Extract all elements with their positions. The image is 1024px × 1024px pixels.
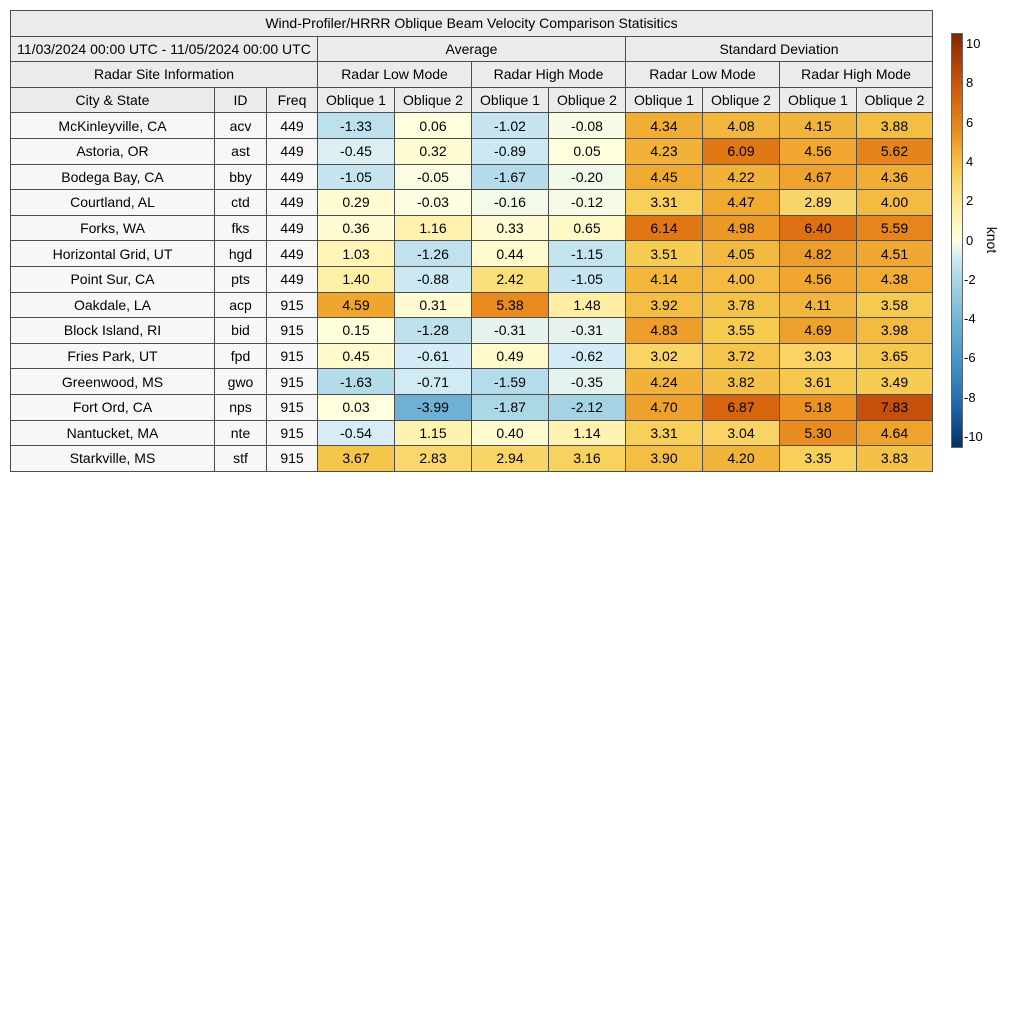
avg-high-oblique1-cell: 2.94 [472,446,549,472]
city-cell: McKinleyville, CA [11,113,215,139]
id-cell: acv [215,113,267,139]
id-cell: gwo [215,369,267,395]
std-high-oblique1-header: Oblique 1 [780,87,857,113]
table-row [11,394,933,420]
city-cell: Greenwood, MS [11,369,215,395]
avg-high-oblique2-cell: 0.65 [549,215,626,241]
std-high-oblique1-cell: 4.11 [780,292,857,318]
std-high-oblique2-cell: 4.38 [857,266,933,292]
avg-high-oblique2-cell: -1.05 [549,266,626,292]
table-row [11,164,933,190]
std-low-oblique1-cell: 3.31 [626,420,703,446]
freq-cell: 449 [267,190,318,216]
city-cell: Block Island, RI [11,318,215,344]
avg-low-oblique1-cell: 0.36 [318,215,395,241]
avg-low-oblique1-cell: 1.40 [318,266,395,292]
std-high-oblique1-cell: 3.35 [780,446,857,472]
std-low-oblique2-cell: 3.55 [703,318,780,344]
avg-high-oblique1-cell: 5.38 [472,292,549,318]
id-cell: ast [215,138,267,164]
std-low-oblique1-cell: 4.45 [626,164,703,190]
id-cell: fpd [215,343,267,369]
std-low-oblique2-cell: 3.04 [703,420,780,446]
avg-low-oblique1-cell: -0.45 [318,138,395,164]
freq-cell: 449 [267,241,318,267]
avg-low-oblique2-cell: -0.03 [395,190,472,216]
std-high-oblique2-cell: 4.00 [857,190,933,216]
std-low-oblique1-cell: 4.70 [626,394,703,420]
avg-low-oblique1-cell: 3.67 [318,446,395,472]
std-low-oblique1-cell: 4.83 [626,318,703,344]
std-low-oblique2-cell: 3.78 [703,292,780,318]
std-high-oblique2-cell: 3.58 [857,292,933,318]
std-low-oblique2-cell: 3.82 [703,369,780,395]
std-high-oblique1-cell: 6.40 [780,215,857,241]
avg-high-oblique1-cell: -0.31 [472,318,549,344]
freq-cell: 449 [267,113,318,139]
colorbar-tick-label: -2 [964,271,976,287]
std-high-oblique2-cell: 3.88 [857,113,933,139]
std-low-oblique1-cell: 3.31 [626,190,703,216]
std-low-oblique1-cell: 3.90 [626,446,703,472]
avg-low-oblique1-cell: 1.03 [318,241,395,267]
stats-table [10,10,933,472]
table-title: Wind-Profiler/HRRR Oblique Beam Velocity Comparison Statisitics [11,11,933,37]
id-cell: nte [215,420,267,446]
avg-low-oblique1-cell: 0.15 [318,318,395,344]
table-row [11,266,933,292]
std-low-oblique2-cell: 6.87 [703,394,780,420]
colorbar-tick-label: -6 [964,350,976,366]
freq-cell: 915 [267,394,318,420]
std-high-oblique1-cell: 4.82 [780,241,857,267]
avg-low-oblique2-cell: 1.16 [395,215,472,241]
std-low-oblique2-cell: 4.08 [703,113,780,139]
avg-high-oblique1-cell: -1.67 [472,164,549,190]
avg-low-oblique2-cell: -1.28 [395,318,472,344]
avg-low-oblique2-cell: -0.88 [395,266,472,292]
avg-low-mode-header: Radar Low Mode [318,62,472,88]
std-low-oblique1-cell: 4.14 [626,266,703,292]
avg-high-oblique2-cell: -0.08 [549,113,626,139]
avg-high-oblique2-cell: -0.31 [549,318,626,344]
avg-low-oblique1-cell: -1.33 [318,113,395,139]
colorbar-tick-label: -8 [964,389,976,405]
std-high-oblique2-cell: 4.64 [857,420,933,446]
freq-cell: 915 [267,420,318,446]
avg-low-oblique1-cell: -1.05 [318,164,395,190]
avg-high-oblique1-cell: 0.33 [472,215,549,241]
avg-low-oblique1-cell: -1.63 [318,369,395,395]
avg-high-oblique2-cell: 0.05 [549,138,626,164]
std-low-oblique2-cell: 4.22 [703,164,780,190]
freq-cell: 449 [267,215,318,241]
avg-low-oblique2-cell: 0.31 [395,292,472,318]
avg-high-oblique1-cell: -0.89 [472,138,549,164]
avg-high-mode-header: Radar High Mode [472,62,626,88]
avg-high-oblique2-cell: 1.14 [549,420,626,446]
freq-cell: 915 [267,343,318,369]
table-row [11,318,933,344]
std-high-oblique1-cell: 4.15 [780,113,857,139]
avg-low-oblique2-cell: 2.83 [395,446,472,472]
std-high-oblique2-header: Oblique 2 [857,87,933,113]
avg-low-oblique2-cell: -3.99 [395,394,472,420]
std-high-oblique2-cell: 3.65 [857,343,933,369]
std-low-oblique2-cell: 6.09 [703,138,780,164]
avg-high-oblique1-cell: -1.87 [472,394,549,420]
avg-low-oblique2-cell: 1.15 [395,420,472,446]
std-low-oblique2-cell: 4.20 [703,446,780,472]
avg-high-oblique2-cell: -2.12 [549,394,626,420]
city-cell: Starkville, MS [11,446,215,472]
table-row [11,138,933,164]
city-cell: Astoria, OR [11,138,215,164]
std-high-oblique1-cell: 2.89 [780,190,857,216]
std-low-oblique1-cell: 4.24 [626,369,703,395]
id-cell: bid [215,318,267,344]
freq-cell: 915 [267,369,318,395]
std-low-oblique2-cell: 3.72 [703,343,780,369]
table-row [11,190,933,216]
std-high-oblique1-cell: 5.30 [780,420,857,446]
avg-low-oblique1-cell: 4.59 [318,292,395,318]
avg-high-oblique2-cell: -0.35 [549,369,626,395]
average-header: Average [318,36,626,62]
city-cell: Courtland, AL [11,190,215,216]
std-high-oblique2-cell: 3.98 [857,318,933,344]
city-cell: Oakdale, LA [11,292,215,318]
std-low-oblique1-cell: 3.51 [626,241,703,267]
std-high-oblique1-cell: 4.56 [780,266,857,292]
std-high-oblique2-cell: 4.36 [857,164,933,190]
avg-low-oblique2-cell: 0.32 [395,138,472,164]
std-high-oblique2-cell: 7.83 [857,394,933,420]
colorbar-unit-label: knot [984,226,1000,254]
std-high-oblique2-cell: 3.49 [857,369,933,395]
std-low-oblique2-cell: 4.05 [703,241,780,267]
site-info-header: Radar Site Information [11,62,318,88]
table-row [11,241,933,267]
avg-low-oblique2-header: Oblique 2 [395,87,472,113]
id-cell: fks [215,215,267,241]
colorbar-tick-label: 2 [966,193,974,209]
city-cell: Point Sur, CA [11,266,215,292]
city-cell: Bodega Bay, CA [11,164,215,190]
id-cell: nps [215,394,267,420]
avg-high-oblique1-cell: -1.59 [472,369,549,395]
std-low-oblique1-cell: 4.34 [626,113,703,139]
avg-low-oblique1-cell: 0.29 [318,190,395,216]
colorbar-tick-label: 8 [966,75,974,91]
std-low-oblique2-cell: 4.47 [703,190,780,216]
avg-low-oblique2-cell: -0.05 [395,164,472,190]
city-cell: Fort Ord, CA [11,394,215,420]
colorbar-tick-label: -10 [964,429,983,444]
avg-low-oblique2-cell: 0.06 [395,113,472,139]
colorbar-tick-label: 0 [966,232,974,248]
avg-high-oblique1-cell: -1.02 [472,113,549,139]
avg-low-oblique1-header: Oblique 1 [318,87,395,113]
id-cell: hgd [215,241,267,267]
freq-cell: 449 [267,138,318,164]
table-body [11,113,933,471]
table-row [11,113,933,139]
avg-low-oblique1-cell: 0.03 [318,394,395,420]
avg-high-oblique2-cell: 1.48 [549,292,626,318]
colorbar-tick-label: 10 [966,36,981,51]
avg-high-oblique2-cell: -1.15 [549,241,626,267]
colorbar-tick-label: 4 [966,153,974,169]
std-low-oblique1-cell: 3.92 [626,292,703,318]
std-high-oblique1-cell: 3.03 [780,343,857,369]
avg-high-oblique1-cell: -0.16 [472,190,549,216]
avg-low-oblique2-cell: -0.61 [395,343,472,369]
date-range: 11/03/2024 00:00 UTC - 11/05/2024 00:00 UTC [11,36,318,62]
std-low-oblique2-cell: 4.00 [703,266,780,292]
colorbar [951,33,963,448]
avg-high-oblique1-cell: 0.44 [472,241,549,267]
std-deviation-header: Standard Deviation [626,36,933,62]
city-cell: Forks, WA [11,215,215,241]
colorbar-tick-label: -4 [964,311,976,327]
id-cell: bby [215,164,267,190]
avg-low-oblique2-cell: -1.26 [395,241,472,267]
std-high-oblique2-cell: 5.59 [857,215,933,241]
std-low-oblique1-cell: 3.02 [626,343,703,369]
colorbar-tick-label: 6 [966,114,974,130]
std-high-oblique1-cell: 3.61 [780,369,857,395]
avg-high-oblique1-cell: 0.49 [472,343,549,369]
table-row [11,446,933,472]
id-cell: stf [215,446,267,472]
id-cell: acp [215,292,267,318]
table-row [11,215,933,241]
std-low-oblique1-cell: 4.23 [626,138,703,164]
table-row [11,343,933,369]
std-low-mode-header: Radar Low Mode [626,62,780,88]
avg-high-oblique2-header: Oblique 2 [549,87,626,113]
std-high-oblique1-cell: 4.67 [780,164,857,190]
std-high-mode-header: Radar High Mode [780,62,933,88]
city-state-header: City & State [11,87,215,113]
avg-low-oblique2-cell: -0.71 [395,369,472,395]
id-header: ID [215,87,267,113]
freq-cell: 449 [267,266,318,292]
freq-cell: 915 [267,446,318,472]
id-cell: ctd [215,190,267,216]
std-low-oblique2-header: Oblique 2 [703,87,780,113]
freq-header: Freq [267,87,318,113]
avg-low-oblique1-cell: -0.54 [318,420,395,446]
freq-cell: 915 [267,292,318,318]
std-low-oblique2-cell: 4.98 [703,215,780,241]
avg-high-oblique1-header: Oblique 1 [472,87,549,113]
avg-high-oblique2-cell: -0.62 [549,343,626,369]
std-high-oblique1-cell: 5.18 [780,394,857,420]
std-high-oblique2-cell: 4.51 [857,241,933,267]
avg-high-oblique2-cell: 3.16 [549,446,626,472]
city-cell: Horizontal Grid, UT [11,241,215,267]
std-high-oblique2-cell: 3.83 [857,446,933,472]
freq-cell: 915 [267,318,318,344]
std-low-oblique1-header: Oblique 1 [626,87,703,113]
std-high-oblique1-cell: 4.69 [780,318,857,344]
city-cell: Fries Park, UT [11,343,215,369]
std-high-oblique1-cell: 4.56 [780,138,857,164]
table-row [11,420,933,446]
std-low-oblique1-cell: 6.14 [626,215,703,241]
avg-low-oblique1-cell: 0.45 [318,343,395,369]
avg-high-oblique1-cell: 0.40 [472,420,549,446]
avg-high-oblique2-cell: -0.20 [549,164,626,190]
table-row [11,292,933,318]
city-cell: Nantucket, MA [11,420,215,446]
std-high-oblique2-cell: 5.62 [857,138,933,164]
table-row [11,369,933,395]
id-cell: pts [215,266,267,292]
freq-cell: 449 [267,164,318,190]
avg-high-oblique1-cell: 2.42 [472,266,549,292]
avg-high-oblique2-cell: -0.12 [549,190,626,216]
